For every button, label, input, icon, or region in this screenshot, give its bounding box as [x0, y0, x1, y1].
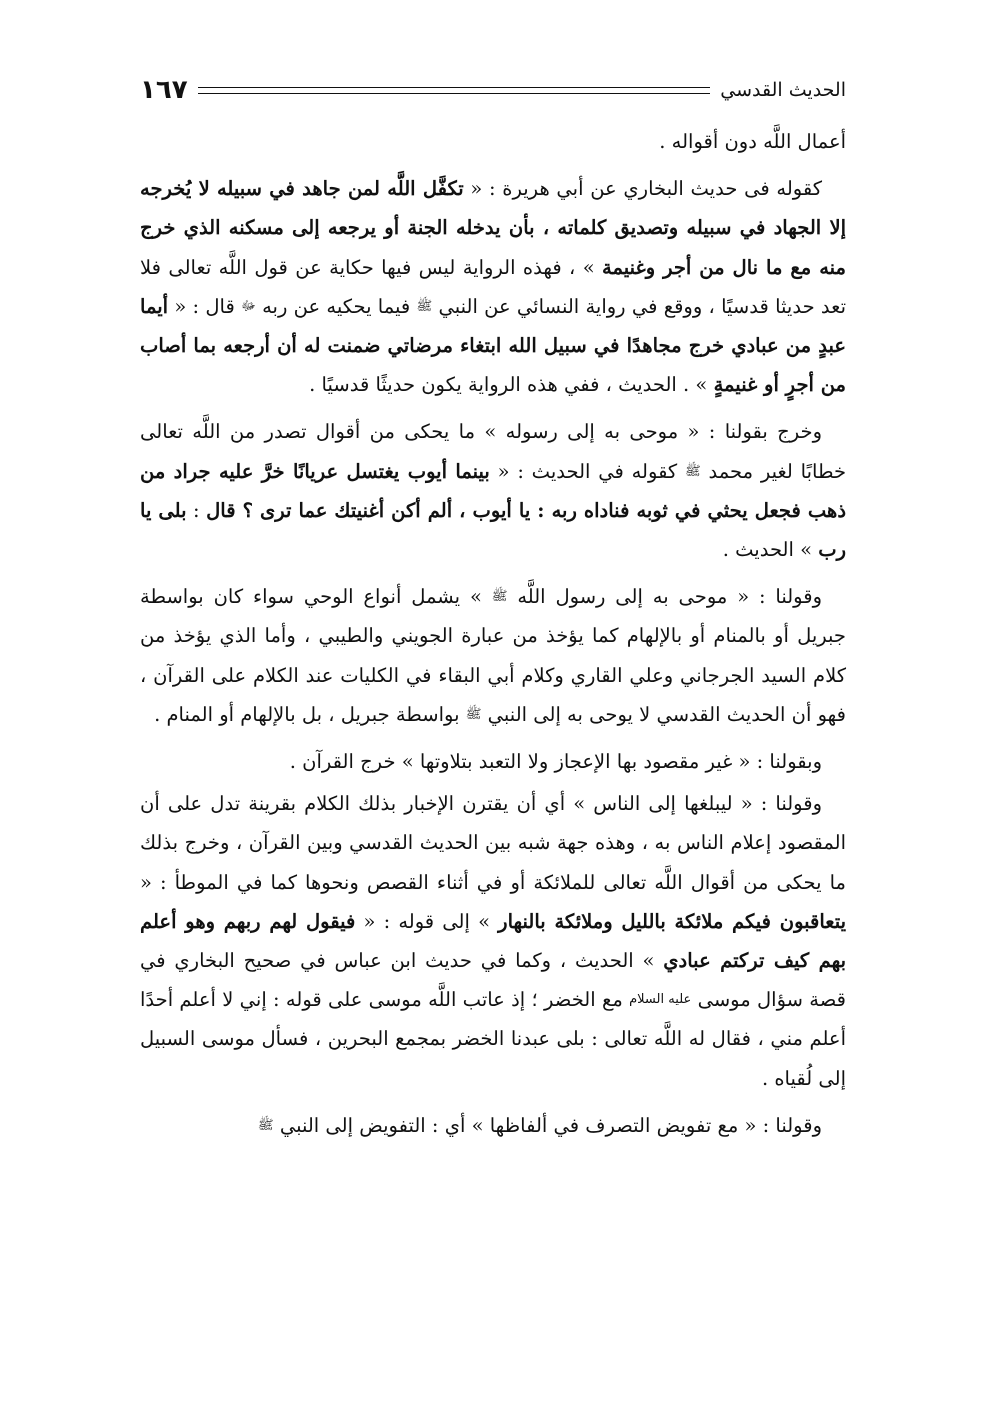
book-page — [140, 70, 846, 1390]
paragraph-1 — [140, 169, 846, 404]
text-run: وبقولنا : « غير مقصود بها الإعجاز ولا التعبد بتلاوتها » خرج القرآن . — [289, 750, 822, 774]
text-run: وخرج بقولنا : « موحى به إلى رسوله » ما يحكى من أقوال تصدر من اللَّه تعالى خطابًا لغير محمد — [140, 420, 846, 483]
text-run: : — [186, 498, 207, 522]
bold-quote-text: أيما عبدٍ من عبادي خرج مجاهدًا في سبيل الله ابتغاء مرضاتي ضمنت له أن أرجعه بما أصاب من أجرٍ أو غنيمةٍ — [140, 294, 846, 397]
honorific-glyph: ﷺ — [491, 589, 508, 605]
text-run: » إلى قوله : « — [355, 909, 499, 933]
text-run: كقوله فى حديث البخاري عن أبي هريرة : « — [463, 177, 822, 201]
honorific-glyph: ﷺ — [685, 463, 701, 479]
paragraph-2 — [140, 412, 846, 569]
text-run: » يشمل أنواع الوحي سواء كان بواسطة جبريل أو بالمنام أو بالإلهام كما يؤخذ من عبارة الجويني والطيبي ، وأما الذي يؤخذ من كلام السيد الجرجاني وعلي القاري وكلام أبي البقاء في الكليات عند الكلام على القرآن ، فهو أن الحديث القدسي لا يوحى به إلى النبي — [140, 585, 846, 726]
honorific-glyph: ﷺ — [257, 1117, 274, 1133]
bold-quote-text: تكفَّل اللَّه لمن جاهد في سبيله لا يُخرجه إلا الجهاد في سبيله وتصديق كلماته ، بأن يدخله الجنة أو يرجعه إلى مسكنه الذي خرج منه مع ما نال من أجر وغنيمة — [140, 177, 846, 279]
paragraph-0 — [140, 122, 846, 161]
bold-quote-text: بلى يا رب — [140, 498, 846, 562]
paragraph-5 — [140, 784, 846, 1098]
text-run: فيما يحكيه عن ربه — [255, 294, 417, 318]
text-run: بواسطة جبريل ، بل بالإلهام أو المنام . — [154, 702, 466, 726]
page-header — [140, 70, 846, 110]
text-run: أعمال اللَّه دون أقواله . — [659, 130, 846, 153]
text-run: » . الحديث ، ففي هذه الرواية يكون حديثًا قدسيًا . — [309, 373, 714, 397]
text-run: وقولنا : « مع تفويض التصرف في ألفاظها » أي : التفويض إلى النبي — [273, 1113, 822, 1137]
text-run: » الحديث . — [722, 538, 819, 562]
honorific-glyph: ﷺ — [465, 706, 482, 722]
paragraph-6 — [140, 1106, 846, 1145]
bold-quote-text: يتعاقبون فيكم ملائكة بالليل وملائكة بالنهار — [498, 909, 847, 933]
text-run: مع الخضر ؛ إذ عاتب اللَّه موسى على قوله : إني لا أعلم أحدًا أعلم مني ، فقال له اللَّه تعالى : بلى عبدنا الخضر بمجمع البحرين ، فسأل موسى السبيل إلى لُقياه . — [140, 988, 846, 1090]
text-run: » ، فهذه الرواية ليس فيها حكاية عن قول اللَّه تعالى فلا تعد حديثا قدسيًا ، ووقع في رواية النسائي عن النبي — [140, 255, 846, 318]
bold-quote-text: بينما أيوب يغتسل عريانًا خرَّ عليه جراد من ذهب فجعل يحثي في ثوبه فناداه ربه : يا أيوب ، ألم أكن أغنيتك عما ترى ؟ قال — [140, 459, 846, 522]
honorific-glyph: عليه السلام — [629, 992, 692, 1008]
text-run: قال : « — [168, 294, 242, 318]
text-run: وقولنا : « موحى به إلى رسول اللَّه — [507, 585, 822, 609]
paragraph-4 — [140, 742, 846, 781]
body-text — [140, 122, 846, 1145]
header-double-rule — [198, 87, 711, 94]
bold-quote-text: فيقول لهم ربهم وهو أعلم بهم كيف تركتم عبادي — [140, 909, 846, 973]
text-run: كقوله في الحديث : « — [489, 459, 686, 483]
text-run: » الحديث ، وكما في حديث ابن عباس في صحيح البخاري في قصة سؤال موسى — [140, 949, 846, 1012]
honorific-glyph: ﷻ — [241, 298, 256, 314]
running-title: الحديث القدسي — [720, 79, 846, 101]
paragraph-3 — [140, 577, 846, 734]
page-number: ١٦٧ — [140, 75, 188, 105]
text-run: وقولنا : « ليبلغها إلى الناس » أي أن يقترن الإخبار بذلك الكلام بقرينة تدل على أن المقصود إعلام الناس به ، وهذه جهة شبه بين الحديث القدسي وبين القرآن ، وخرج بذلك ما يحكى من أقوال اللَّه تعالى للملائكة أو في أثناء القصص ونحوها كما في الموطأ : « — [140, 792, 846, 894]
honorific-glyph: ﷺ — [416, 298, 433, 314]
